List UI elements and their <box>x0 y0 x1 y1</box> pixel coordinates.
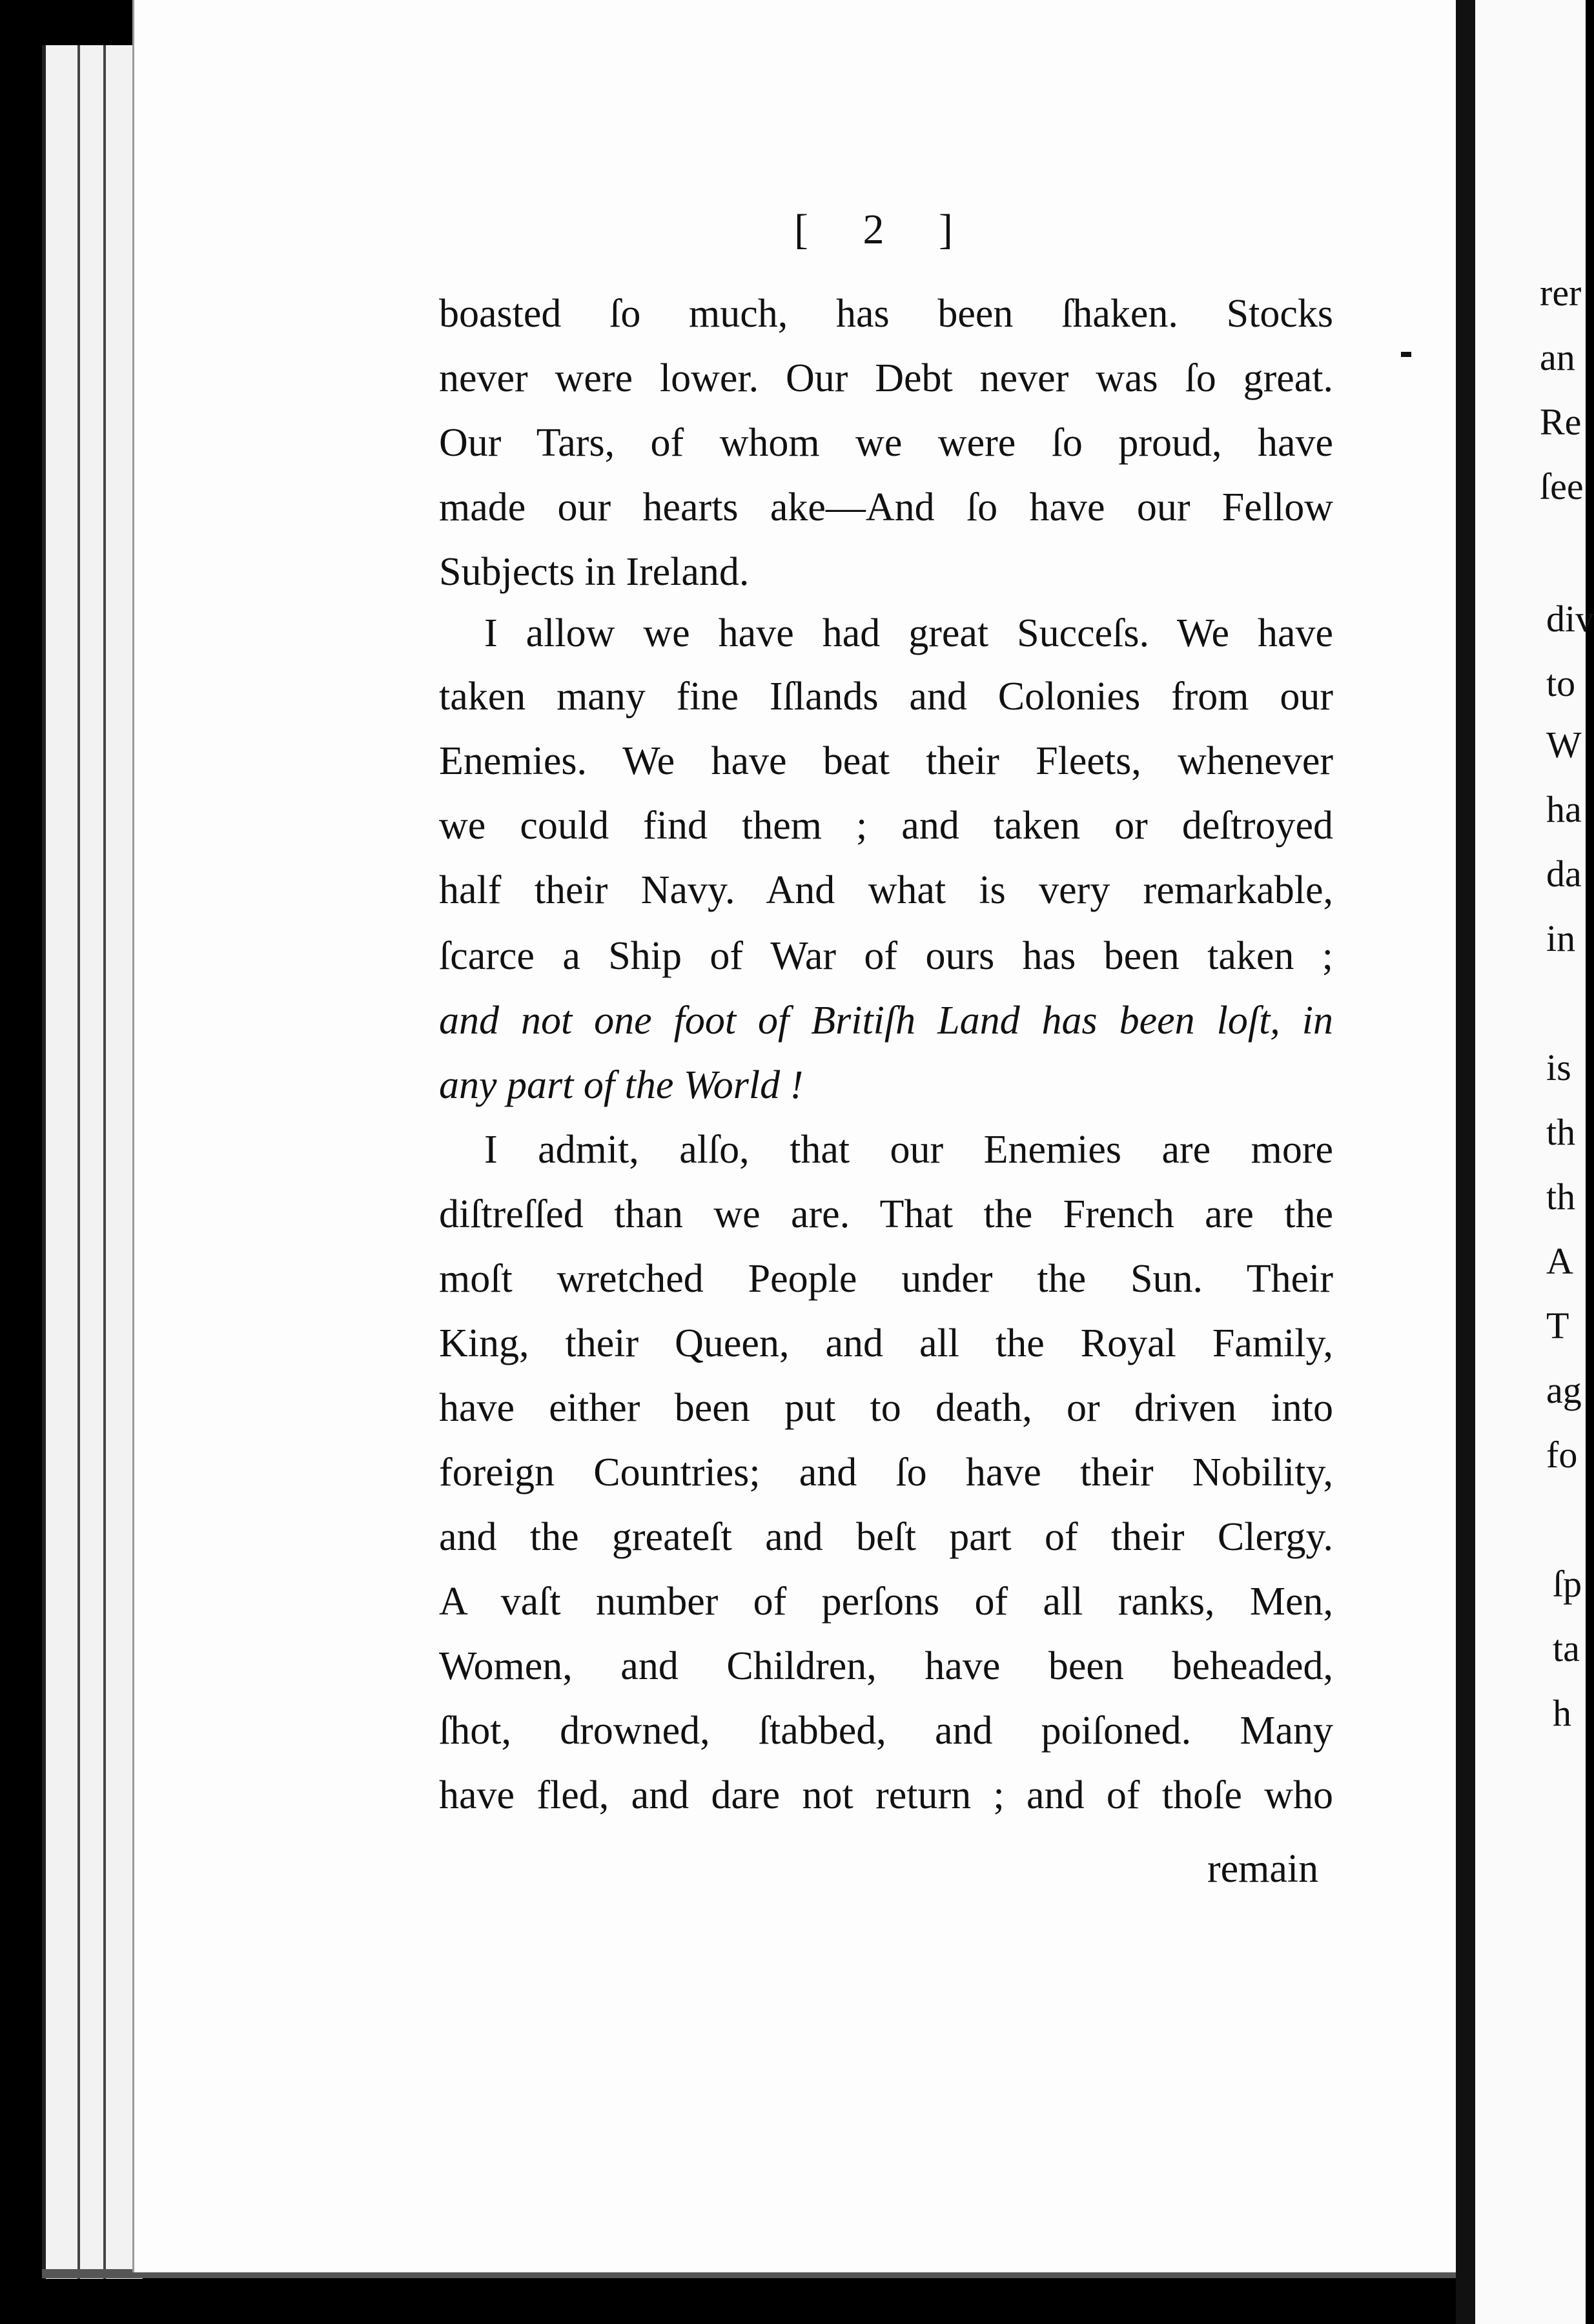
ink-mark <box>1401 352 1411 357</box>
text-line: Subjects in Ireland. <box>439 550 750 594</box>
facing-text: ſee <box>1540 465 1584 507</box>
text-line: half their Navy. And what is very remarkable, <box>439 868 1333 912</box>
text-line: have either been put to death, or driven into <box>439 1386 1333 1430</box>
facing-text: ta <box>1553 1627 1580 1669</box>
text-line: diſtreſſed than we are. That the French are the <box>439 1192 1333 1236</box>
page-number: [ 2 ] <box>794 206 975 253</box>
facing-text: an <box>1540 336 1575 378</box>
catchword: remain <box>1207 1847 1319 1891</box>
text-line: made our hearts ake—And ſo have our Fellow <box>439 485 1333 529</box>
facing-text: W <box>1546 724 1582 766</box>
page-edges <box>42 45 143 2279</box>
text-line: boasted ſo much, has been ſhaken. Stocks <box>439 292 1333 336</box>
facing-text: ſp <box>1553 1563 1582 1605</box>
text-line: I admit, alſo, that our Enemies are more <box>484 1128 1333 1172</box>
text-line: I allow we have had great Succeſs. We have <box>484 611 1333 655</box>
text-line: ſhot, drowned, ſtabbed, and poiſoned. Many <box>439 1709 1333 1753</box>
text-line: we could find them ; and taken or deſtroyed <box>439 804 1333 848</box>
text-line-italic: any part of the World ! <box>439 1063 804 1107</box>
text-line: and the greateſt and beſt part of their Clergy. <box>439 1515 1333 1559</box>
facing-text: th <box>1546 1176 1576 1218</box>
facing-page-fragment <box>1475 0 1594 2324</box>
text-line: Enemies. We have beat their Fleets, whenever <box>439 739 1333 783</box>
text-line-italic: and not one foot of Britiſh Land has been loſt, in <box>439 999 1333 1043</box>
facing-text: ha <box>1546 788 1582 830</box>
text-line: never were lower. Our Debt never was ſo great. <box>439 356 1333 400</box>
leaf-divider <box>103 45 106 2279</box>
facing-text: div <box>1546 598 1594 640</box>
facing-text: to <box>1546 662 1576 704</box>
facing-text: rer <box>1540 272 1582 314</box>
text-line: moſt wretched People under the Sun. Their <box>439 1257 1333 1301</box>
facing-text: fo <box>1546 1434 1578 1476</box>
gutter <box>1456 0 1475 2324</box>
text-line: Our Tars, of whom we were ſo proud, have <box>439 421 1333 465</box>
text-line: ſcarce a Ship of War of ours has been taken ; <box>439 934 1333 978</box>
text-line: Women, and Children, have been beheaded, <box>439 1644 1333 1688</box>
facing-text: is <box>1546 1046 1571 1088</box>
facing-text: in <box>1546 917 1576 959</box>
facing-text: Re <box>1540 401 1582 443</box>
text-line: King, their Queen, and all the Royal Family, <box>439 1321 1333 1365</box>
text-line: have fled, and dare not return ; and of thoſe who <box>439 1773 1333 1817</box>
facing-text: A <box>1546 1240 1573 1282</box>
facing-text: da <box>1546 853 1582 895</box>
text-line: A vaſt number of perſons of all ranks, Men, <box>439 1580 1333 1624</box>
facing-text: th <box>1546 1111 1576 1153</box>
text-line: taken many fine Iſlands and Colonies from our <box>439 675 1333 719</box>
leaf-divider <box>77 45 80 2279</box>
facing-text: T <box>1546 1305 1569 1347</box>
facing-text: ag <box>1546 1369 1582 1411</box>
facing-text: h <box>1553 1692 1571 1734</box>
text-line: foreign Countries; and ſo have their Nobility, <box>439 1451 1333 1494</box>
